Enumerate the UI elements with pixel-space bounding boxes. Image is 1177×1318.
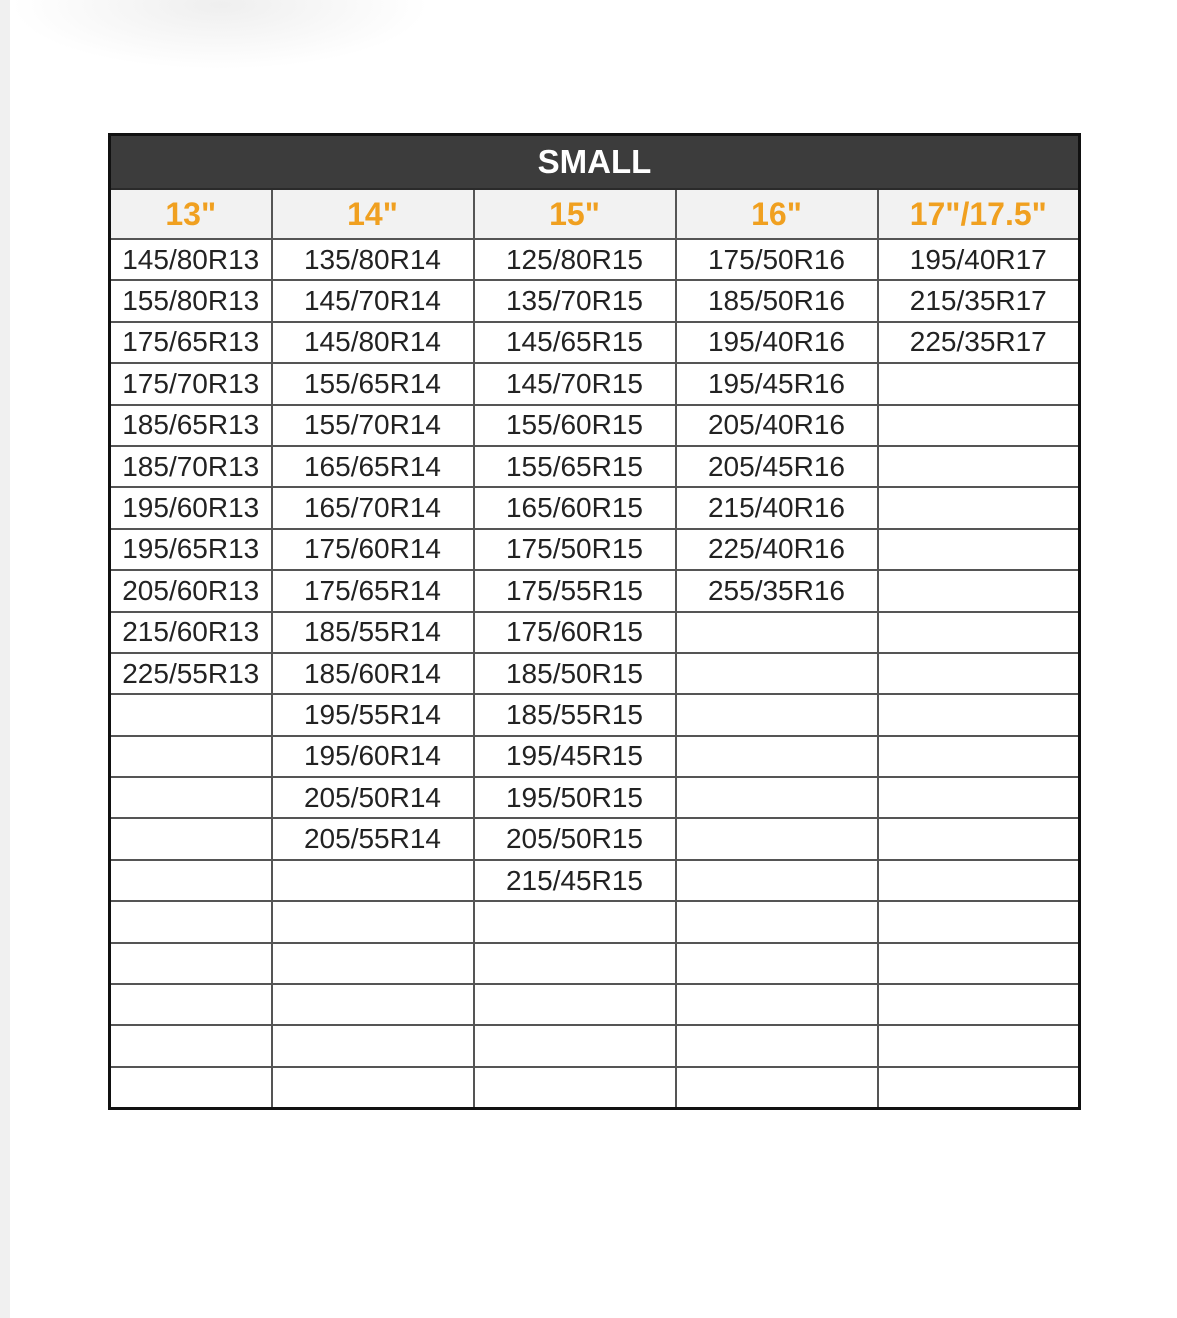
table-cell	[878, 446, 1080, 487]
table-cell: 185/70R13	[110, 446, 272, 487]
table-row	[110, 901, 1080, 942]
table-cell	[676, 943, 878, 984]
table-cell: 135/80R14	[272, 239, 474, 280]
table-cell: 165/60R15	[474, 487, 676, 528]
table-cell	[474, 984, 676, 1025]
page-edge-shadow	[0, 0, 10, 1318]
table-cell: 185/65R13	[110, 405, 272, 446]
table-cell: 145/80R13	[110, 239, 272, 280]
table-row	[110, 529, 1080, 570]
table-cell	[272, 1025, 474, 1066]
column-header: 13"	[110, 189, 272, 239]
table-cell: 205/45R16	[676, 446, 878, 487]
table-cell	[878, 860, 1080, 901]
tire-size-table	[108, 133, 1081, 1110]
table-cell: 205/50R14	[272, 777, 474, 818]
table-header-row	[110, 189, 1080, 239]
table-cell	[676, 694, 878, 735]
table-cell	[676, 901, 878, 942]
table-cell: 195/60R13	[110, 487, 272, 528]
table-cell: 155/65R15	[474, 446, 676, 487]
table-row	[110, 280, 1080, 321]
table-cell	[110, 736, 272, 777]
table-cell: 205/60R13	[110, 570, 272, 611]
table-cell: 175/65R13	[110, 322, 272, 363]
table-cell: 215/35R17	[878, 280, 1080, 321]
table-cell	[272, 943, 474, 984]
column-header: 14"	[272, 189, 474, 239]
corner-shadow	[10, 0, 430, 70]
table-cell	[878, 1025, 1080, 1066]
table-cell: 185/55R15	[474, 694, 676, 735]
table-row	[110, 694, 1080, 735]
table-cell: 155/65R14	[272, 363, 474, 404]
table-cell: 205/50R15	[474, 818, 676, 859]
table-row	[110, 818, 1080, 859]
table-cell: 185/50R15	[474, 653, 676, 694]
table-cell	[110, 777, 272, 818]
table-cell	[474, 901, 676, 942]
table-cell: 175/50R15	[474, 529, 676, 570]
table-cell: 195/45R16	[676, 363, 878, 404]
table-cell: 135/70R15	[474, 280, 676, 321]
table-cell	[878, 487, 1080, 528]
table-row	[110, 984, 1080, 1025]
table-row	[110, 653, 1080, 694]
table-cell: 155/60R15	[474, 405, 676, 446]
table-cell: 195/40R16	[676, 322, 878, 363]
table-cell: 185/60R14	[272, 653, 474, 694]
table-cell	[878, 818, 1080, 859]
table-cell	[878, 901, 1080, 942]
column-header: 16"	[676, 189, 878, 239]
table-cell	[878, 363, 1080, 404]
table-body	[110, 239, 1080, 1109]
table-cell: 195/40R17	[878, 239, 1080, 280]
table-title-row	[110, 135, 1080, 190]
table-cell: 145/80R14	[272, 322, 474, 363]
table-cell: 175/50R16	[676, 239, 878, 280]
table-cell	[272, 984, 474, 1025]
table-row	[110, 943, 1080, 984]
table-cell: 175/55R15	[474, 570, 676, 611]
table-cell	[272, 860, 474, 901]
table-cell	[676, 1067, 878, 1109]
table-cell: 215/45R15	[474, 860, 676, 901]
table-cell: 165/65R14	[272, 446, 474, 487]
table-cell: 185/55R14	[272, 612, 474, 653]
table-cell	[676, 777, 878, 818]
table-cell: 145/70R15	[474, 363, 676, 404]
table-cell: 195/60R14	[272, 736, 474, 777]
table-cell	[878, 1067, 1080, 1109]
table-cell	[878, 984, 1080, 1025]
table-row	[110, 736, 1080, 777]
table-row	[110, 487, 1080, 528]
table-cell: 165/70R14	[272, 487, 474, 528]
table-cell: 225/55R13	[110, 653, 272, 694]
table-cell	[676, 984, 878, 1025]
table-title: SMALL	[110, 135, 1080, 190]
column-header: 17"/17.5"	[878, 189, 1080, 239]
table-cell	[110, 860, 272, 901]
table-cell: 175/65R14	[272, 570, 474, 611]
table-row	[110, 363, 1080, 404]
table-cell: 155/70R14	[272, 405, 474, 446]
table-cell	[878, 943, 1080, 984]
table-cell	[272, 1067, 474, 1109]
table-cell: 195/55R14	[272, 694, 474, 735]
table-cell	[878, 570, 1080, 611]
table-cell: 185/50R16	[676, 280, 878, 321]
column-header: 15"	[474, 189, 676, 239]
table-cell	[878, 405, 1080, 446]
table-cell	[676, 1025, 878, 1066]
table-row	[110, 322, 1080, 363]
table-cell: 195/45R15	[474, 736, 676, 777]
table-cell	[272, 901, 474, 942]
table-cell	[878, 612, 1080, 653]
table-cell	[474, 1067, 676, 1109]
table-cell: 215/60R13	[110, 612, 272, 653]
table-cell: 205/55R14	[272, 818, 474, 859]
table-cell	[878, 694, 1080, 735]
table-cell	[676, 818, 878, 859]
table-cell	[878, 736, 1080, 777]
table-row	[110, 239, 1080, 280]
table-cell	[110, 984, 272, 1025]
table-cell	[110, 1067, 272, 1109]
table-cell	[676, 653, 878, 694]
table-cell	[676, 736, 878, 777]
table-cell: 125/80R15	[474, 239, 676, 280]
table-cell: 195/65R13	[110, 529, 272, 570]
table-cell	[878, 529, 1080, 570]
table-cell: 175/70R13	[110, 363, 272, 404]
table-cell: 225/35R17	[878, 322, 1080, 363]
table-cell: 175/60R14	[272, 529, 474, 570]
table-cell	[676, 860, 878, 901]
table-row	[110, 405, 1080, 446]
table-cell: 175/60R15	[474, 612, 676, 653]
table-cell: 145/70R14	[272, 280, 474, 321]
table-cell: 255/35R16	[676, 570, 878, 611]
table-cell: 205/40R16	[676, 405, 878, 446]
table-cell	[110, 694, 272, 735]
table-cell	[474, 943, 676, 984]
table-cell	[878, 653, 1080, 694]
table-cell: 225/40R16	[676, 529, 878, 570]
table-cell	[110, 901, 272, 942]
table-cell	[110, 943, 272, 984]
table-cell	[110, 818, 272, 859]
table-row	[110, 1067, 1080, 1109]
table-cell	[878, 777, 1080, 818]
table-row	[110, 860, 1080, 901]
table-row	[110, 777, 1080, 818]
table-cell: 195/50R15	[474, 777, 676, 818]
table-cell: 215/40R16	[676, 487, 878, 528]
table-row	[110, 1025, 1080, 1066]
table-row	[110, 612, 1080, 653]
table-cell	[110, 1025, 272, 1066]
table-row	[110, 570, 1080, 611]
table-cell: 155/80R13	[110, 280, 272, 321]
table-cell	[474, 1025, 676, 1066]
table-cell	[676, 612, 878, 653]
table-row	[110, 446, 1080, 487]
table-cell: 145/65R15	[474, 322, 676, 363]
